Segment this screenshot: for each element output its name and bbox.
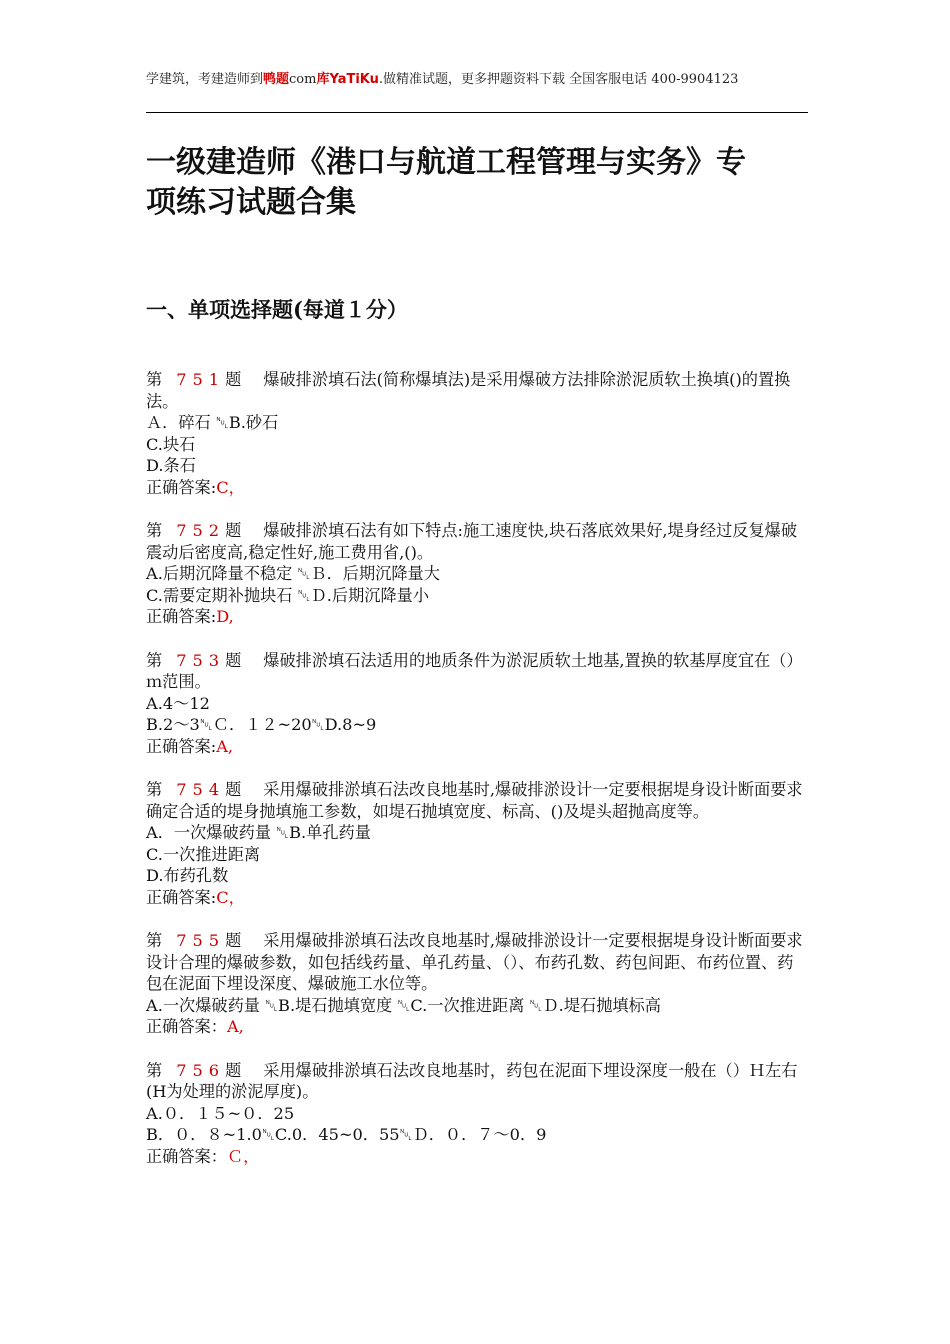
header-divider <box>146 112 808 113</box>
question-option: C.需要定期补抛块石 ␀Ｄ.后期沉降量小 <box>146 585 430 605</box>
question-stem-line <box>146 779 808 822</box>
question-option: D.布药孔数 <box>146 866 229 885</box>
answer-label: 正确答案: <box>146 477 217 497</box>
answer-label: 正确答案： <box>146 1146 227 1166</box>
answer-line <box>146 736 808 758</box>
question-prefix: 第 <box>146 650 163 670</box>
question-number: 752 <box>176 521 226 540</box>
question-stem: 采用爆破排淤填石法改良地基时,爆破排淤设计一定要根据堤身设计断面要求确定合适的堤身抛填施工参数，如堤石抛填宽度、标高、()及堤头超抛高度等。 <box>146 780 803 821</box>
document-title: 一级建造师《港口与航道工程管理与实务》专项练习试题合集 <box>146 145 746 220</box>
question-option: A.4～12 <box>146 693 210 713</box>
answer-line <box>146 1146 808 1168</box>
answer-line <box>146 477 808 499</box>
answer-line <box>146 887 808 909</box>
document-page <box>146 0 808 1189</box>
question-suffix: 题 <box>225 780 242 799</box>
question-stem: 爆破排淤填石法有如下特点:施工速度快,块石落底效果好,堤身经过反复爆破震动后密度高,稳定性好,施工费用省,()。 <box>146 521 798 562</box>
question-option: B.2～3␀Ｃ．１２~20␀D.8~9 <box>146 715 377 734</box>
question-number: 755 <box>176 931 226 950</box>
answer-line <box>146 606 808 628</box>
question-stem-line <box>146 369 808 412</box>
question-prefix: 第 <box>146 1060 163 1080</box>
question-stem-line <box>146 1060 808 1103</box>
question-stem-line <box>146 650 808 693</box>
section-heading: 一、单项选择题(每道１分） <box>146 297 408 322</box>
question-stem: 爆破排淤填石法(简称爆填法)是采用爆破方法排除淤泥质软土换填()的置换法。 <box>146 370 791 411</box>
answer-value: C， <box>216 477 245 497</box>
question-number: 754 <box>176 780 226 799</box>
answer-value: A, <box>226 1017 244 1036</box>
question-number: 756 <box>176 1060 226 1080</box>
question-number: 751 <box>176 370 226 389</box>
header-text-ku: 库 <box>316 72 330 87</box>
header-text-pre: 学建筑，考建造师到 <box>146 72 264 87</box>
question-prefix: 第 <box>146 931 163 950</box>
header-brand-yatiku: YaTiKu <box>329 72 379 87</box>
question-stem: 爆破排淤填石法适用的地质条件为淤泥质软土地基,置换的软基厚度宜在（）ｍ范围。 <box>146 650 803 691</box>
question-item <box>146 779 808 908</box>
question-prefix: 第 <box>146 370 163 389</box>
question-stem-line <box>146 520 808 563</box>
question-option: B．０．８~1.0␀C.0．45~0．55␀Ｄ．０．７～0．9 <box>146 1125 547 1144</box>
header-text-post: .做精准试题，更多押题资料下载 全国客服电话 400-9904123 <box>378 72 739 87</box>
question-item <box>146 930 808 1038</box>
question-option: A．一次爆破药量 ␀B.单孔药量 <box>146 823 371 842</box>
question-suffix: 题 <box>225 650 242 670</box>
question-list <box>146 369 808 1167</box>
answer-label: 正确答案: <box>146 887 217 907</box>
question-item <box>146 520 808 628</box>
answer-label: 正确答案: <box>146 736 217 756</box>
question-option: C.块石 <box>146 434 196 454</box>
question-stem: 采用爆破排淤填石法改良地基时，药包在泥面下埋设深度一般在（）Ｈ左右(H为处理的淤泥厚度)。 <box>146 1060 798 1101</box>
question-prefix: 第 <box>146 780 163 799</box>
question-option: C.一次推进距离 <box>146 844 261 864</box>
question-item <box>146 650 808 758</box>
question-prefix: 第 <box>146 521 163 540</box>
question-option: D.条石 <box>146 456 196 475</box>
answer-value: C， <box>216 887 245 907</box>
answer-value: A, <box>216 736 234 756</box>
question-option: A.一次爆破药量 ␀B.堤石抛填宽度 ␀C.一次推进距离 ␀Ｄ.堤石抛填标高 <box>146 995 661 1015</box>
question-suffix: 题 <box>225 370 242 389</box>
question-stem: 采用爆破排淤填石法改良地基时,爆破排淤设计一定要根据堤身设计断面要求设计合理的爆破参数，如包括线药量、单孔药量、（）、布药孔数、药包间距、布药位置、药包在泥面下埋设深度、爆破施工水位等。 <box>146 931 803 993</box>
site-header <box>146 70 808 90</box>
question-stem-line <box>146 930 808 995</box>
answer-value: Ｃ， <box>226 1146 260 1166</box>
question-item <box>146 1060 808 1168</box>
question-item <box>146 369 808 498</box>
question-option: A.后期沉降量不稳定 ␀Ｂ．后期沉降量大 <box>146 564 440 583</box>
answer-label: 正确答案: <box>146 607 217 626</box>
question-option: Ａ．碎石 ␀B.砂石 <box>146 413 279 432</box>
answer-label: 正确答案： <box>146 1017 227 1036</box>
question-suffix: 题 <box>225 1060 242 1080</box>
question-option: A.０．１５~０．25 <box>146 1103 295 1123</box>
question-suffix: 题 <box>225 521 242 540</box>
answer-line <box>146 1016 808 1038</box>
header-brand-duti: 鸭题 <box>263 72 290 87</box>
answer-value: D, <box>216 607 234 626</box>
question-number: 753 <box>176 650 226 670</box>
question-suffix: 题 <box>225 931 242 950</box>
header-text-com: com <box>289 72 317 87</box>
